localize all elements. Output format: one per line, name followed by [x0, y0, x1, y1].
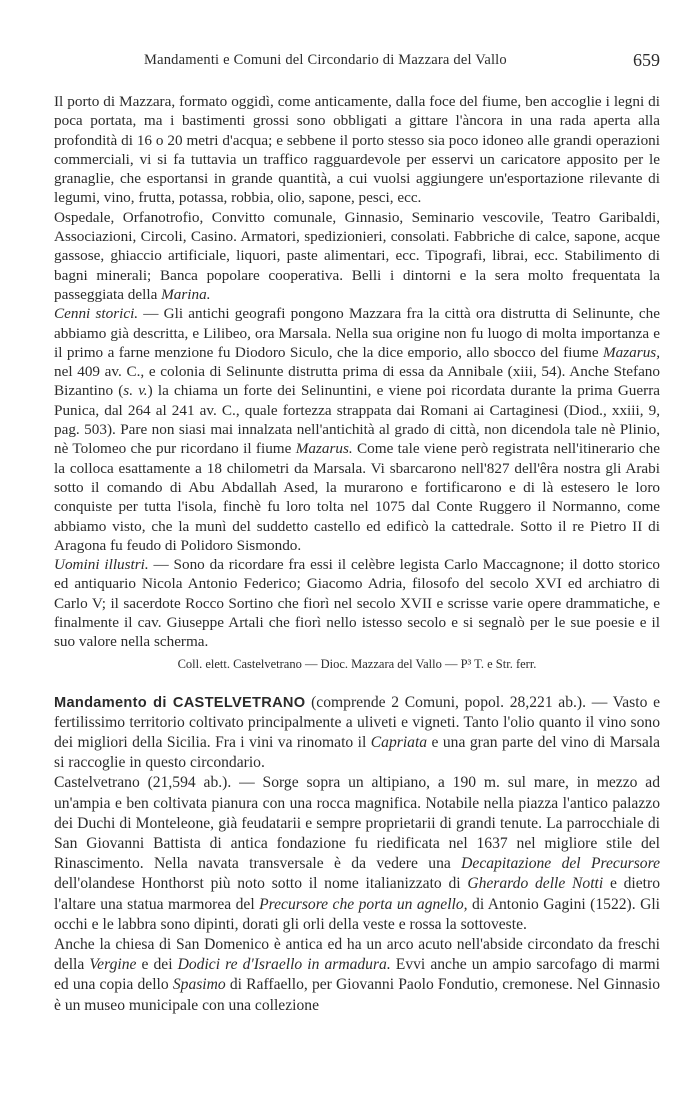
collegio-note: Coll. elett. Castelvetrano — Dioc. Mazzara del Vallo — P³ T. e Str. ferr. [177, 656, 537, 671]
paragraph-cenni-storici: Cenni storici. — Gli antichi geografi pongono Mazzara fra la città ora distrutta di Selinunte, che abbiamo già descritta, e Lilibeo, ora Marsala. Nella sua origine non fu luogo di molta importanza e il primo a farne menzione fu Diodoro Siculo, che la dice emporio, allo sbocco del fiume Mazarus, nel 409 av. C., e colonia di Selinunte distrutta prima di essa da Annibale (xiii, 54). Anche Stefano Bizantino (s. v.) la chiama un forte dei Selinuntini, e viene poi ricordata durante la prima Guerra Punica, dal 264 al 241 av. C., quale fortezza strappata dai Romani ai Cartaginesi (Diod., xxiii, 9, pag. 503). Pare non siasi mai innalzata nell'antichità al grado di città, non dicendola tale nè Plinio, nè Tolomeo che pur ricordano il fiume Mazarus. Come tale viene però registrata nell'itinerario che la colloca esattamente a 18 chilometri da Marsala. Vi sbarcarono nell'827 dell'êra nostra gli Arabi sotto il comando di Abu Abdallah Ased, la murarono e fortificarono e di là estesero le loro conquiste per tutta l'isola, finchè fu loro tolta nel 1075 dal Conte Ruggero il Normanno, come abbiamo visto, che la munì del suddetto castello ed edificò la cattedrale. Sotto il re Pietro II di Aragona fu feudo di Polidoro Sismondo. [54, 305, 661, 554]
section-lead-uomini: Uomini illustri. [54, 556, 149, 574]
section-lead-cenni: Cenni storici. [54, 305, 139, 323]
paragraph-uomini-illustri: Uomini illustri. — Sono da ricordare fra essi il celèbre legista Carlo Maccagnone; il dotto storico ed antiquario Nicola Antonio Federico; Giacomo Adria, filosofo del secolo XVI ed archiatro di Carlo V; il sacerdote Rocco Sortino che fiorì nel secolo XVII e scrisse varie opere drammatiche, e finalmente il cav. Giuseppe Artali che fiorì nello istesso secolo e si segnalò per le sue poesie e il suo valore nella scherma. [54, 556, 660, 651]
page-header [54, 52, 660, 76]
mandamento-section [54, 693, 660, 1016]
running-title: Mandamenti e Comuni del Circondario di Mazzara del Vallo [144, 52, 507, 68]
paragraph-mandamento: Mandamento di CASTELVETRANO (comprende 2 Comuni, popol. 28,221 ab.). — Vasto e fertilissimo territorio coltivato principalmente a uliveti e vigneti. Tanto l'olio quanto il vino sono dei migliori della Sicilia. Fra i vini va rinomato il Capriata e una gran parte del vino di Marsala si raccoglie in questo circondario. [54, 693, 661, 772]
paragraph-san-domenico: Anche la chiesa di San Domenico è antica ed ha un arco acuto nell'abside circondato da freschi della Vergine e dei Dodici re d'Israello in armadura. Evvi anche un ampio sarcofago di marmi ed una copia dello Spasimo di Raffaello, per Giovanni Paolo Fondutio, cremonese. Nel Ginnasio è un museo municipale con una collezione [54, 936, 661, 1014]
paragraph-ospedale: Ospedale, Orfanotrofio, Convitto comunale, Ginnasio, Seminario vescovile, Teatro Garibaldi, Associazioni, Circoli, Casino. Armatori, spedizionieri, consolati. Fabbriche di calce, sapone, acque gassose, ghiaccio artificiale, liquori, paste alimentari, ecc. Tipografi, librai, ecc. Stabilimento di bagni minerali; Banca popolare cooperativa. Belli i dintorni e la sera molto frequentata la passeggiata della Marina. [54, 208, 660, 303]
page-number: 659 [633, 50, 660, 70]
mandamento-name: CASTELVETRANO [172, 694, 306, 711]
paragraph-porto: Il porto di Mazzara, formato oggidì, come anticamente, dalla foce del fiume, ben accoglie i legni di poca portata, ma i bastimenti grossi sono obbligati a gittare l'àncora in una rada aperta alla profondità di 16 o 20 metri d'acqua; e sebbene il porto stesso sia poco idoneo alle grandi operazioni commerciali, vi si fa tuttavia un traffico ragguardevole per esservi un caricatore apposito per le granaglie, che esportansi in grande quantità, a cui vuolsi aggiungere un'esportazione rilevante di legumi, vino, frutta, potassa, robbia, olio, sapone, pesci, ecc. [54, 93, 660, 207]
paragraph-castelvetrano: Castelvetrano (21,594 ab.). — Sorge sopra un altipiano, a 190 m. sul mare, in mezzo ad un'ampia e ben coltivata pianura con una rocca magnifica. Notabile nella piazza l'antico palazzo dei Duchi di Monteleone, già feudatarii e sempre proprietarii di grandi tenute. La parrocchiale di San Giovanni Battista di antica fondazione fu riedificata nel 1637 nel migliore stile del Rinascimento. Nella navata transversale è da vedere una Decapitazione del Precursore dell'olandese Honthorst più noto sotto il nome italianizzato di Gherardo delle Notti e dietro l'altare una statua marmorea del Precursore che porta un agnello, di Antonio Gagini (1522). Gli occhi e le labbra sono dipinti, dorati gli orli della veste e rossa la sottoveste. [54, 774, 660, 933]
page-body [54, 92, 660, 1016]
